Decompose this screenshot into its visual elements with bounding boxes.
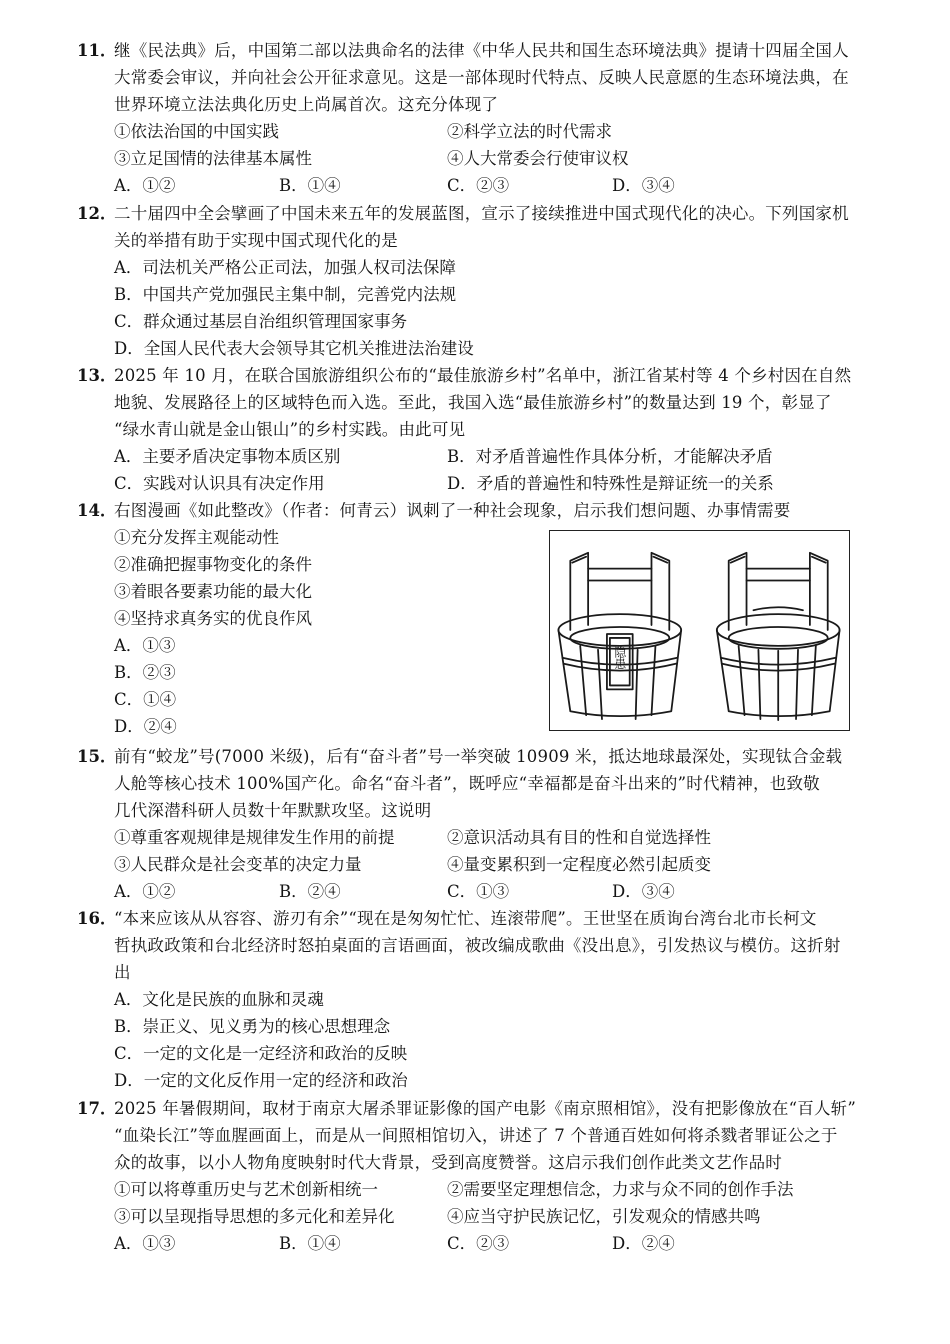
choice-d[interactable]: D．③④ bbox=[612, 176, 675, 195]
statement-4: ④量变累积到一定程度必然引起质变 bbox=[447, 855, 711, 874]
choice-b[interactable]: B．①④ bbox=[279, 176, 341, 195]
question-stem-line: 关的举措有助于实现中国式现代化的是 bbox=[114, 231, 398, 250]
choice-a[interactable]: A．司法机关严格公正司法，加强人权司法保障 bbox=[114, 258, 456, 277]
choice-c[interactable]: C．②③ bbox=[447, 1234, 510, 1253]
choice-c[interactable]: C．群众通过基层自治组织管理国家事务 bbox=[114, 312, 408, 331]
question-stem-line: 2025 年暑假期间，取材于南京大屠杀罪证影像的国产电影《南京照相馆》，没有把影像放在“百人斩” bbox=[114, 1099, 856, 1118]
statement-3: ③可以呈现指导思想的多元化和差异化 bbox=[114, 1207, 395, 1226]
statement-1: ①尊重客观规律是规律发生作用的前提 bbox=[114, 828, 395, 847]
choice-a[interactable]: A．①③ bbox=[114, 636, 176, 655]
question-stem-line: “绿水青山就是金山银山”的乡村实践。由此可见 bbox=[114, 420, 466, 439]
question-number: 13． bbox=[77, 366, 117, 385]
choice-a[interactable]: A．①③ bbox=[114, 1234, 176, 1253]
question-stem-line: 世界环境立法法典化历史上尚属首次。这充分体现了 bbox=[114, 95, 499, 114]
choice-d[interactable]: D．全国人民代表大会领导其它机关推进法治建设 bbox=[114, 339, 474, 358]
choice-a[interactable]: A．主要矛盾决定事物本质区别 bbox=[114, 447, 341, 466]
question-number: 11． bbox=[77, 41, 117, 60]
question-stem-line: 前有“蛟龙”号(7000 米级)，后有“奋斗者”号一举突破 10909 米，抵达地球最深处，实现钛合金载 bbox=[114, 747, 843, 766]
statement-2: ②科学立法的时代需求 bbox=[447, 122, 612, 141]
choice-a[interactable]: A．文化是民族的血脉和灵魂 bbox=[114, 990, 324, 1009]
choice-b[interactable]: B．②④ bbox=[279, 882, 341, 901]
question-stem-line: 继《民法典》后，中国第二部以法典命名的法律《中华人民共和国生态环境法典》提请十四届全国人 bbox=[114, 41, 849, 60]
choice-d[interactable]: D．一定的文化反作用一定的经济和政治 bbox=[114, 1071, 408, 1090]
choice-b[interactable]: B．中国共产党加强民主集中制，完善党内法规 bbox=[114, 285, 457, 304]
question-number: 17． bbox=[77, 1099, 117, 1118]
choice-c[interactable]: C．实践对认识具有决定作用 bbox=[114, 474, 325, 493]
choice-c[interactable]: C．一定的文化是一定经济和政治的反映 bbox=[114, 1044, 408, 1063]
choice-b[interactable]: B．崇正义、见义勇为的核心思想理念 bbox=[114, 1017, 391, 1036]
choice-d[interactable]: D．②④ bbox=[612, 1234, 675, 1253]
statement-4: ④应当守护民族记忆，引发观众的情感共鸣 bbox=[447, 1207, 761, 1226]
statement-2: ②需要坚定理想信念，力求与众不同的创作手法 bbox=[447, 1180, 794, 1199]
question-stem-line: 右图漫画《如此整改》（作者：何青云）讽刺了一种社会现象，启示我们想问题、办事情需要 bbox=[114, 501, 791, 520]
choice-d[interactable]: D．矛盾的普遍性和特殊性是辩证统一的关系 bbox=[447, 474, 774, 493]
bucket-cartoon-illustration bbox=[550, 531, 849, 730]
question-stem-line: 2025 年 10 月，在联合国旅游组织公布的“最佳旅游乡村”名单中，浙江省某村等 4 个乡村因在自然 bbox=[114, 366, 852, 385]
choice-b[interactable]: B．对矛盾普遍性作具体分析，才能解决矛盾 bbox=[447, 447, 773, 466]
question-stem-line: 人舱等核心技术 100%国产化。命名“奋斗者”，既呼应“幸福都是奋斗出来的”时代精神，也致敬 bbox=[114, 774, 820, 793]
statement-1: ①可以将尊重历史与艺术创新相统一 bbox=[114, 1180, 378, 1199]
statement-2: ②意识活动具有目的性和自觉选择性 bbox=[447, 828, 711, 847]
question-stem-line: 大常委会审议，并向社会公开征求意见。这是一部体现时代特点、反映人民意愿的生态环境法典，在 bbox=[114, 68, 849, 87]
statement-3: ③立足国情的法律基本属性 bbox=[114, 149, 312, 168]
statement-2: ②准确把握事物变化的条件 bbox=[114, 555, 312, 574]
choice-c[interactable]: C．①③ bbox=[447, 882, 510, 901]
choice-c[interactable]: C．①④ bbox=[114, 690, 177, 709]
statement-3: ③人民群众是社会变革的决定力量 bbox=[114, 855, 362, 874]
question-stem-line: 哲执政政策和台北经济时怒拍桌面的言语画面，被改编成歌曲《没出息》，引发热议与模仿。这折射 bbox=[114, 936, 841, 955]
statement-3: ③着眼各要素功能的最大化 bbox=[114, 582, 312, 601]
question-stem-line: 众的故事，以小人物角度映射时代大背景，受到高度赞誉。这启示我们创作此类文艺作品时 bbox=[114, 1153, 782, 1172]
choice-b[interactable]: B．②③ bbox=[114, 663, 176, 682]
question-number: 14． bbox=[77, 501, 117, 520]
question-stem-line: 地貌、发展路径上的区域特色而入选。至此，我国入选“最佳旅游乡村”的数量达到 19 个，彰显了 bbox=[114, 393, 832, 412]
question-number: 16． bbox=[77, 909, 117, 928]
question-number: 12． bbox=[77, 204, 117, 223]
choice-b[interactable]: B．①④ bbox=[279, 1234, 341, 1253]
choice-a[interactable]: A．①② bbox=[114, 882, 176, 901]
question-stem-line: 几代深潜科研人员数十年默默攻坚。这说明 bbox=[114, 801, 432, 820]
choice-d[interactable]: D．③④ bbox=[612, 882, 675, 901]
comic-label-text: 隐患 bbox=[612, 645, 627, 670]
question-stem-line: 二十届四中全会擘画了中国未来五年的发展蓝图，宣示了接续推进中国式现代化的决心。下列国家机 bbox=[114, 204, 849, 223]
choice-d[interactable]: D．②④ bbox=[114, 717, 177, 736]
statement-4: ④坚持求真务实的优良作风 bbox=[114, 609, 312, 628]
question-stem-line: 出 bbox=[114, 963, 131, 982]
choice-c[interactable]: C．②③ bbox=[447, 176, 510, 195]
question-number: 15． bbox=[77, 747, 117, 766]
choice-a[interactable]: A．①② bbox=[114, 176, 176, 195]
statement-1: ①依法治国的中国实践 bbox=[114, 122, 279, 141]
question-stem-line: “血染长江”等血腥画面上，而是从一间照相馆切入，讲述了 7 个普通百姓如何将杀戮者罪证公之于 bbox=[114, 1126, 838, 1145]
statement-1: ①充分发挥主观能动性 bbox=[114, 528, 279, 547]
question-stem-line: “本来应该从从容容、游刃有余”“现在是匆匆忙忙、连滚带爬”。王世坚在质询台湾台北市长柯文 bbox=[114, 909, 817, 928]
cartoon-image bbox=[549, 530, 850, 731]
statement-4: ④人大常委会行使审议权 bbox=[447, 149, 629, 168]
